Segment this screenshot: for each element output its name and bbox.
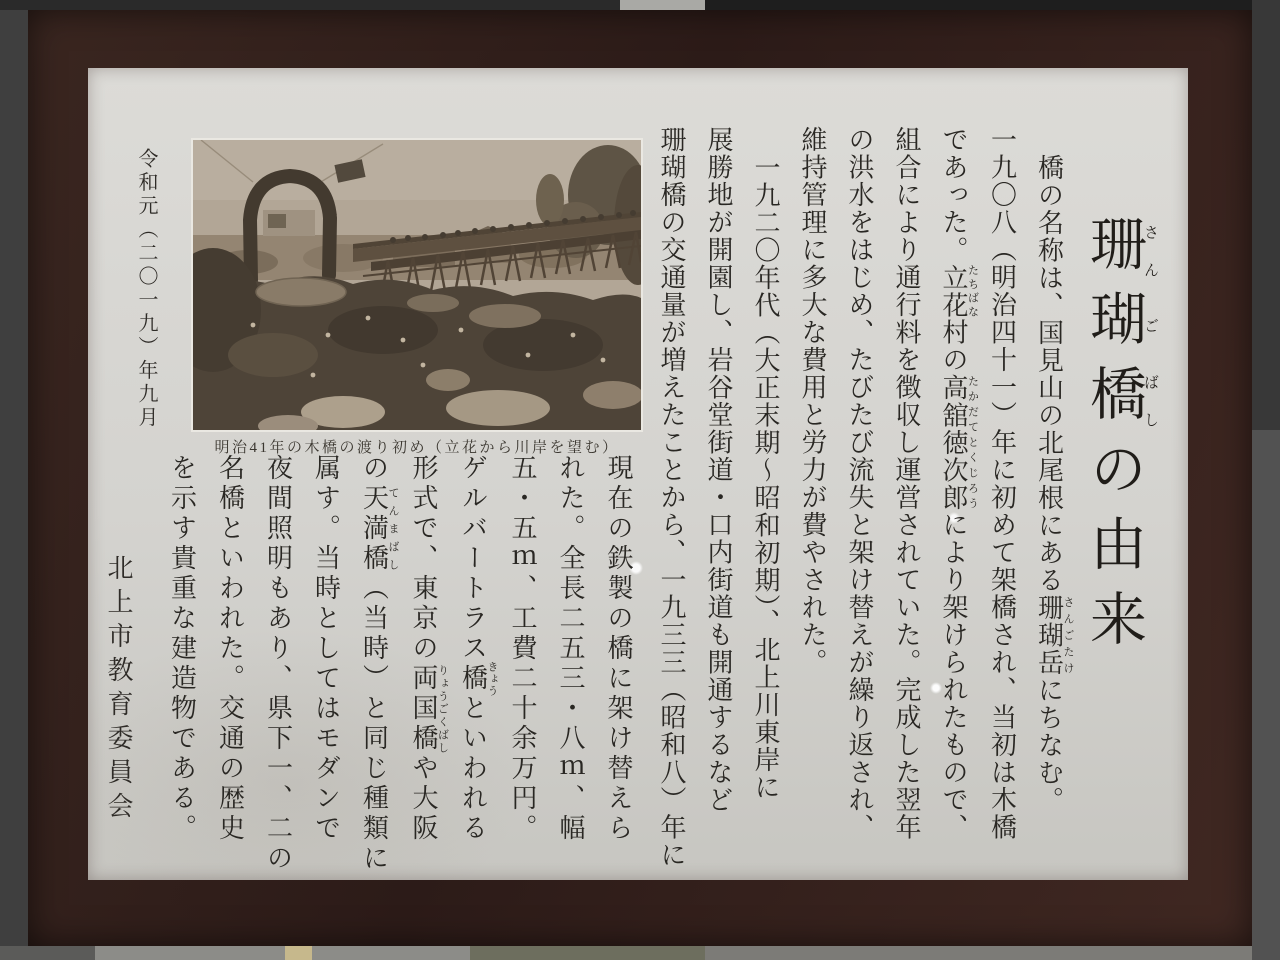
sign-organization: 北上市教育委員会 xyxy=(104,554,133,826)
background-top-object xyxy=(620,0,705,10)
text-column: ゲルバートラス橋きょうといわれる xyxy=(458,454,498,844)
text-column: であった。立花たちばな村の高舘徳次郎たかだてとくじろうにより架けられたもので、 xyxy=(939,126,979,841)
text-column: の洪水をはじめ、たびたび流失と架け替えが繰り返され、 xyxy=(845,126,874,841)
sign-date: 令和元（二〇一九）年九月 xyxy=(135,148,157,430)
sign-wooden-frame xyxy=(28,10,1252,946)
text-column: の天満橋てんまばし（当時）と同じ種類に xyxy=(359,454,399,874)
text-column: 現在の鉄製の橋に架け替えら xyxy=(604,454,633,844)
text-column: 一九二〇年代（大正末期〜昭和初期）、北上川東岸に xyxy=(751,154,780,801)
body-text-lower xyxy=(162,454,642,882)
text-column: 展勝地が開園し、岩谷堂街道・口内街道も開通するなど xyxy=(704,126,733,814)
ground-strip xyxy=(95,946,470,960)
text-column: 夜間照明もあり、県下一、二の xyxy=(263,454,293,874)
text-column: 橋の名称は、国見山の北尾根にある珊瑚岳さんごたけにちなむ。 xyxy=(1034,154,1074,814)
body-text-upper xyxy=(650,126,1074,878)
ground-strip-left xyxy=(0,946,95,960)
background-left-gap xyxy=(0,0,28,960)
historical-photo xyxy=(193,140,641,430)
photo-sepia-wash xyxy=(193,140,641,430)
text-column: 五・五ｍ、工費二十余万円。 xyxy=(508,454,537,844)
ground-strip-grass xyxy=(470,946,705,960)
sign-panel xyxy=(88,68,1188,880)
historical-photo-art xyxy=(193,140,641,430)
text-column: 維持管理に多大な費用と労力が費やされた。 xyxy=(798,126,827,676)
background-top-strip xyxy=(0,0,640,10)
text-column: 名橋といわれた。交通の歴史 xyxy=(215,454,245,844)
ground-strip-right xyxy=(705,946,1252,960)
photo-caption: 明治41年の木橋の渡り初め（立花から川岸を望む） xyxy=(214,440,620,456)
text-column: を示す貴重な建造物である。 xyxy=(167,454,197,844)
sign-title xyxy=(1071,214,1159,814)
background-right-gap-bottom xyxy=(1252,430,1280,960)
text-column: 属す。当時としてはモダンで xyxy=(311,454,341,844)
text-column: 珊さん瑚ご橋ばしの由来 xyxy=(1081,214,1158,664)
text-column: 組合により通行料を徴収し運営されていた。完成した翌年 xyxy=(892,126,921,841)
background-top-right xyxy=(705,0,1280,10)
text-column: 一九〇八（明治四十一）年に初めて架橋され、当初は木橋 xyxy=(987,126,1017,841)
text-column: 形式で、東京の両国橋りょうごくばしや大阪 xyxy=(409,454,449,844)
background-right-gap-top xyxy=(1252,0,1280,430)
text-column: 珊瑚橋の交通量が増えたことから、一九三三（昭和八）年に xyxy=(657,126,686,869)
text-column: れた。全長二五三・八ｍ、幅 xyxy=(556,454,585,844)
